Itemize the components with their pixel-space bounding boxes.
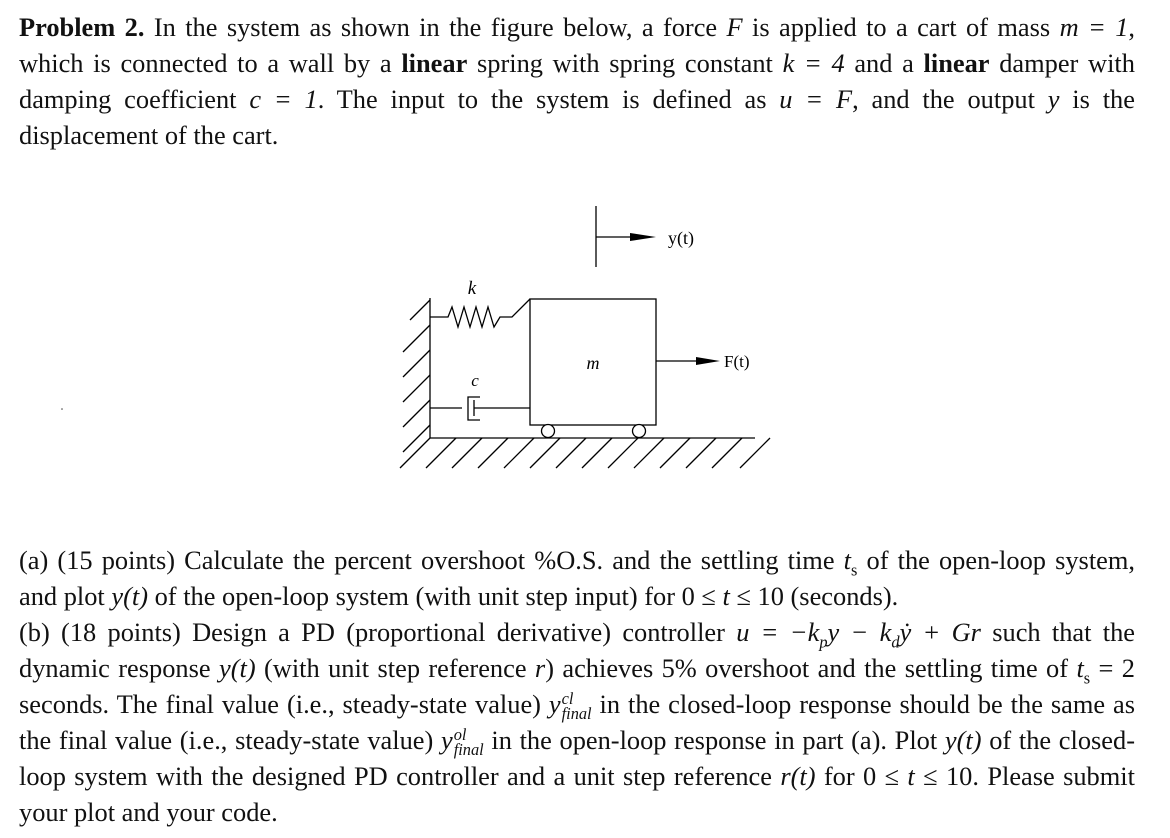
final-subscript: final: [561, 703, 592, 723]
yt-symbol: y(t): [218, 653, 256, 683]
law-term: ẏ + Gr: [899, 617, 981, 647]
force-label: F(t): [724, 352, 750, 371]
cl-superscript: cl: [561, 688, 574, 708]
settling-time-subscript: s: [1083, 668, 1091, 688]
law-term: u = −k: [736, 617, 820, 647]
part-b-text: ) achieves 5% overshoot and the settling time of: [545, 653, 1069, 683]
force-arrowhead: [696, 357, 720, 365]
kp-subscript: p: [819, 632, 828, 652]
damper-equation: c = 1: [249, 84, 318, 114]
part-a-text: (a) (15 points) Calculate the percent overshoot %O.S. and the settling time: [19, 545, 835, 575]
y-symbol: y: [548, 689, 561, 719]
intro-text: damper with damping coefficient: [19, 48, 1135, 114]
final-subscript: final: [453, 739, 484, 759]
ground-hatch: [400, 438, 770, 468]
displacement-arrowhead: [630, 233, 656, 241]
time-symbol: t: [722, 581, 730, 611]
mass-label: m: [586, 353, 600, 373]
spring-label: k: [467, 278, 477, 299]
kd-subscript: d: [891, 632, 900, 652]
cart-wheel-left: [542, 425, 555, 438]
yt-symbol: y(t): [944, 725, 982, 755]
part-a-text: of the open-loop system (with unit step input) for 0 ≤: [154, 581, 716, 611]
linear-bold: linear: [923, 48, 990, 78]
intro-text: spring with spring constant: [477, 48, 773, 78]
settling-time-symbol: t: [843, 545, 852, 575]
stray-dot: [61, 408, 63, 410]
part-b-text: of the closed-loop system with the designed PD controller and a unit step reference: [19, 725, 1136, 791]
intro-text: , and the output: [852, 84, 1035, 114]
intro-text: . The input to the system is defined as: [317, 84, 767, 114]
ol-superscript: ol: [453, 724, 467, 744]
intro-text: and a: [854, 48, 914, 78]
intro-text: is applied to a cart of mass: [752, 12, 1051, 42]
part-a-text: ≤ 10 (seconds).: [736, 581, 899, 611]
part-b-text: in the closed-loop response should be the same as the final value (i.e., steady-state value): [19, 689, 1135, 755]
y-symbol: y: [440, 725, 453, 755]
part-b-text: such that the dynamic response: [19, 617, 1135, 683]
displacement-label: y(t): [668, 228, 694, 248]
mass-equation: m = 1: [1059, 12, 1129, 42]
part-b: [19, 614, 1135, 830]
settling-time-symbol: t: [1076, 653, 1084, 683]
part-b-text: = 2 seconds. The final value (i.e., steady-state value): [19, 653, 1136, 719]
linear-bold: linear: [401, 48, 468, 78]
spring-equation: k = 4: [782, 48, 845, 78]
problem-parts: [19, 542, 1135, 830]
law-term: y − k: [827, 617, 892, 647]
output-symbol: y: [1047, 84, 1060, 114]
y-final-closed-loop: [548, 688, 592, 723]
input-equation: u = F: [779, 84, 853, 114]
part-a: [19, 542, 1135, 614]
y-final-open-loop: [440, 724, 484, 759]
intro-text: In the system as shown in the figure below, a force: [153, 12, 718, 42]
settling-time-subscript: s: [851, 560, 858, 580]
part-b-text: ≤ 10. Please submit your plot and your code.: [19, 761, 1135, 827]
time-symbol: t: [907, 761, 915, 791]
force-symbol: F: [726, 12, 743, 42]
problem-label: Problem 2.: [19, 12, 145, 42]
damper-label: c: [471, 371, 479, 390]
intro-text: , which is connected to a wall by a: [19, 12, 1135, 78]
part-a-text: of the open-loop system, and plot: [19, 545, 1135, 611]
rt-symbol: r(t): [780, 761, 816, 791]
part-b-text: in the open-loop response in part (a). Plot: [491, 725, 938, 755]
wall-hatch: [403, 300, 430, 452]
reference-symbol: r: [534, 653, 546, 683]
spring: [430, 299, 530, 327]
intro-text: is the displacement of the cart.: [19, 84, 1135, 150]
part-b-text: for 0 ≤: [823, 761, 900, 791]
pd-control-law: [736, 617, 981, 652]
yt-symbol: y(t): [111, 581, 148, 611]
part-b-text: (b) (18 points) Design a PD (proportional derivative) controller: [19, 617, 725, 647]
part-b-text: (with unit step reference: [264, 653, 527, 683]
cart-wheel-right: [633, 425, 646, 438]
